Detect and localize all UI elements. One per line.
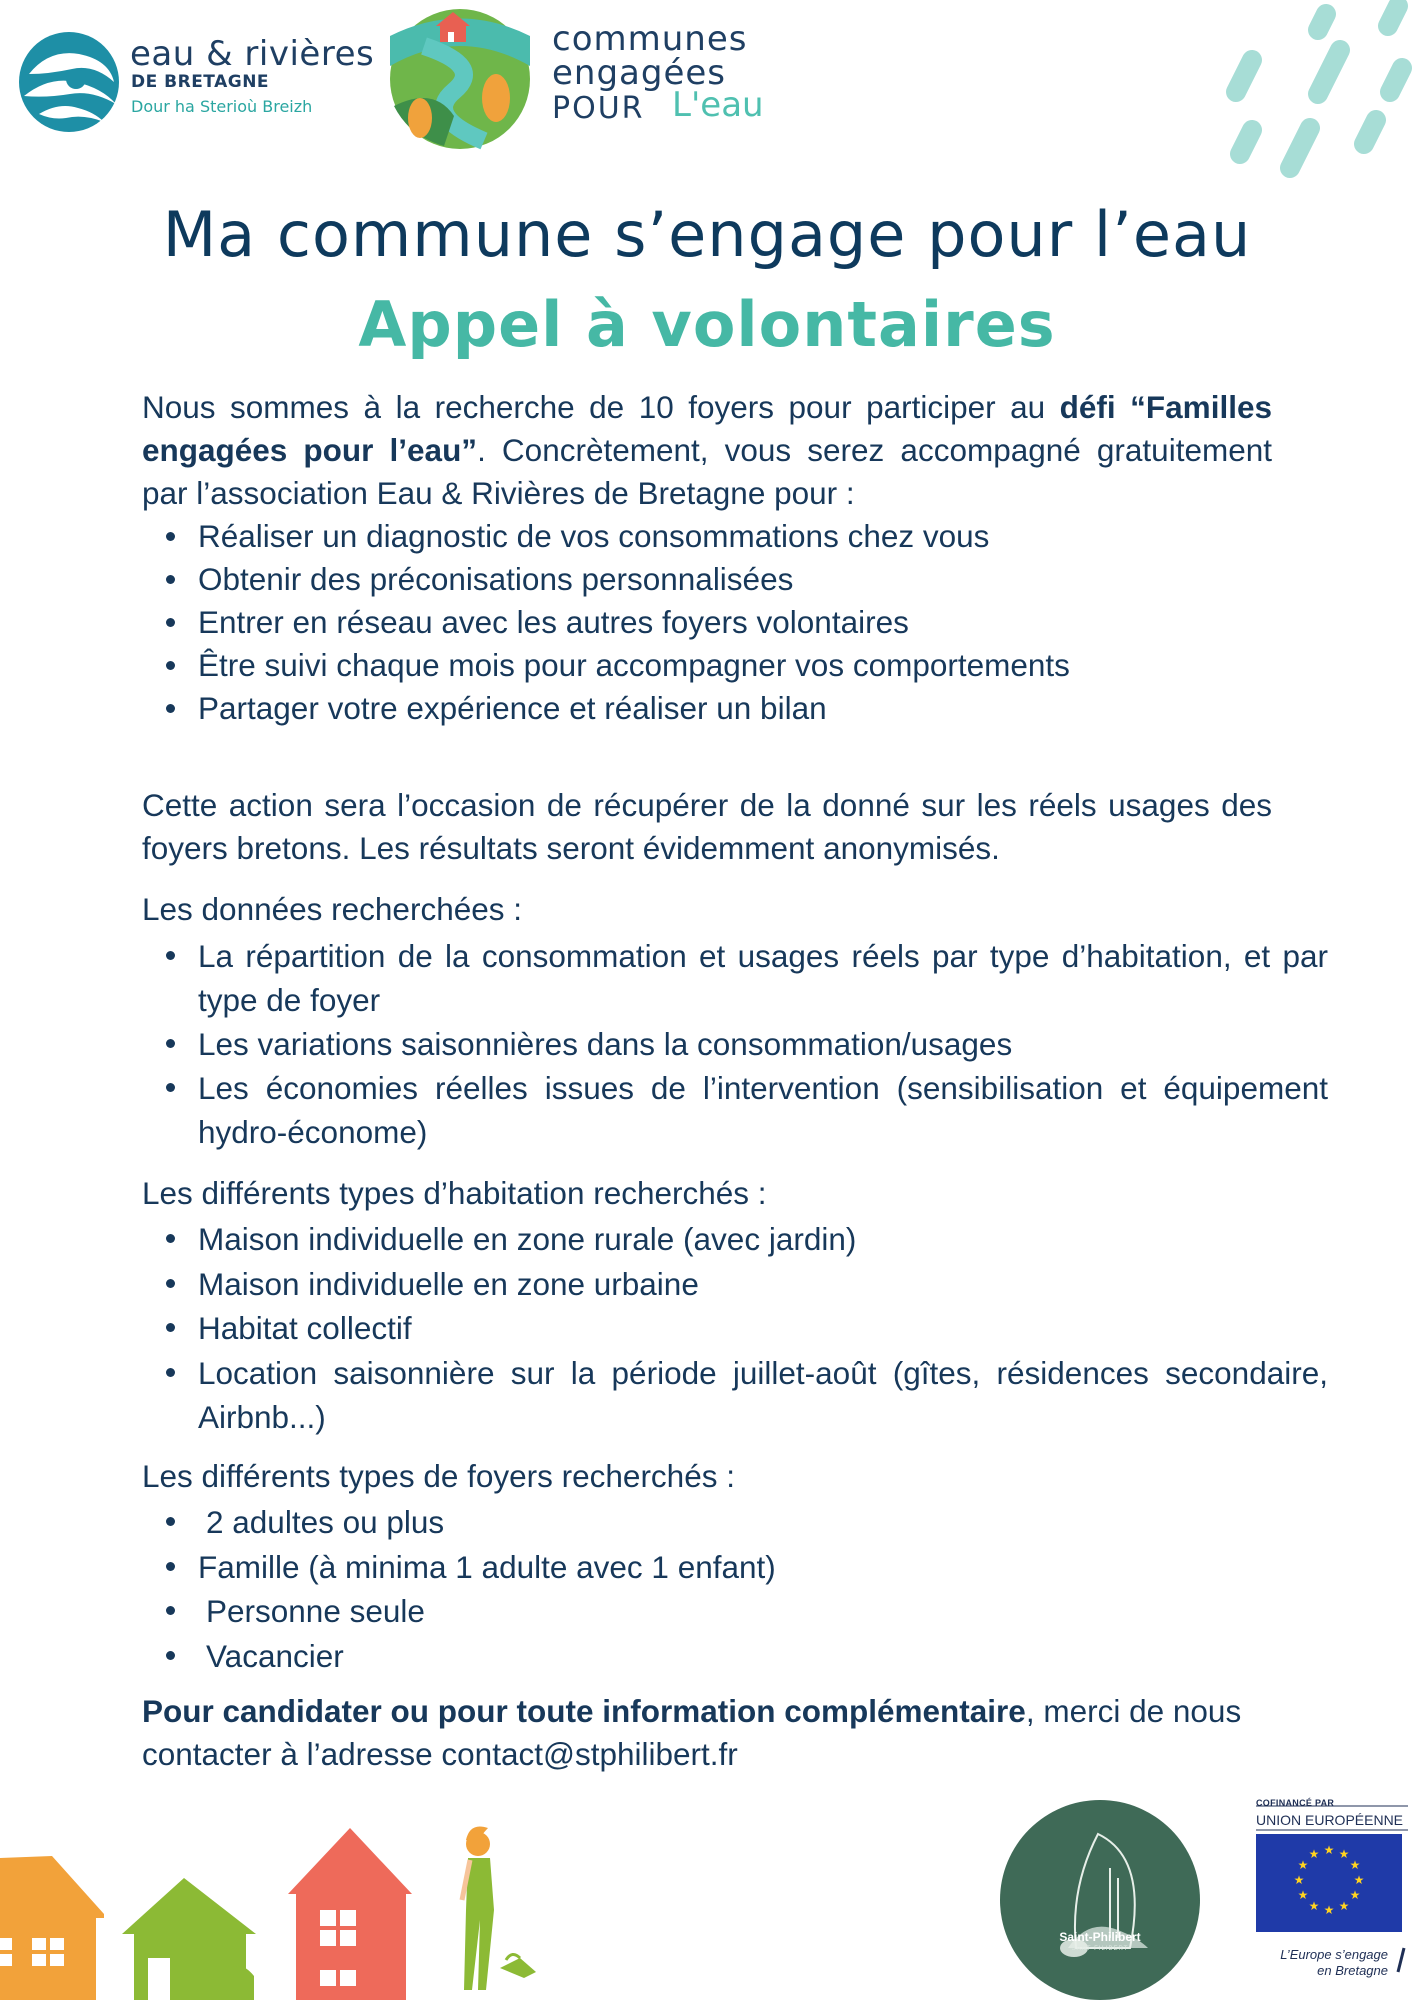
houses-illustration-icon <box>0 1800 560 2000</box>
list-item-label: 2 adultes ou plus <box>206 1504 445 1540</box>
list-item: Les variations saisonnières dans la consommation/usages <box>198 1022 1328 1066</box>
intro-bold: défi “Familles engagées pour l’eau” <box>142 389 1272 468</box>
data-list <box>142 934 1328 1154</box>
list-item: Maison individuelle en zone rurale (avec jardin) <box>198 1217 1328 1262</box>
page-title: Ma commune s’engage pour l’eau <box>162 198 1252 271</box>
erb-logo-line2: DE BRETAGNE <box>131 72 270 92</box>
eu-slogan-line2: en Bretagne <box>1317 1963 1388 1978</box>
list-item: Famille (à minima 1 adulte avec 1 enfant) <box>198 1545 1328 1590</box>
action-paragraph: Cette action sera l’occasion de récupérer de la donné sur les réels usages des foyers bretons. Les résultats seront évidemment anonymisés. <box>142 787 1272 866</box>
svg-text:★: ★ <box>1349 1888 1361 1902</box>
cpe-logo-line1: communes <box>552 19 748 59</box>
page-subtitle: Appel à volontaires <box>358 288 1056 361</box>
list-item: Réaliser un diagnostic de vos consommations chez vous <box>198 515 1328 558</box>
eu-cofinance-label: COFINANCÉ PAR <box>1256 1798 1335 1808</box>
cpe-logo-line3: POUR <box>552 91 645 126</box>
svg-text:★: ★ <box>1323 1843 1335 1857</box>
list-item: Maison individuelle en zone urbaine <box>198 1262 1328 1307</box>
list-item: Les économies réelles issues de l’intervention (sensibilisation et équipement hydro-économe) <box>198 1066 1328 1154</box>
list-item-label: Vacancier <box>206 1637 344 1674</box>
list-item: La répartition de la consommation et usages réels par type d’habitation, et par type de foyer <box>198 934 1328 1022</box>
data-heading: Les données recherchées : <box>142 891 522 927</box>
list-item: Obtenir des préconisations personnalisées <box>198 558 1328 601</box>
rain-drops-icon <box>1144 0 1414 190</box>
contact-paragraph <box>142 1690 1272 1776</box>
cpe-logo-line2: engagées <box>552 53 727 93</box>
list-item <box>198 1589 1328 1634</box>
communes-engagees-logo-icon <box>384 6 536 152</box>
intro-paragraph <box>142 386 1272 515</box>
svg-text:★: ★ <box>1293 1873 1305 1887</box>
intro-part1: Nous sommes à la recherche de 10 foyers pour participer au <box>142 389 1060 425</box>
saint-philibert-subtitle: SANT FILIBERT <box>1071 1946 1129 1952</box>
list-item: Habitat collectif <box>198 1306 1328 1351</box>
foyers-heading: Les différents types de foyers recherchés : <box>142 1458 735 1494</box>
svg-text:★: ★ <box>1308 1847 1320 1861</box>
svg-text:★: ★ <box>1349 1858 1361 1872</box>
list-item: Partager votre expérience et réaliser un bilan <box>198 687 1328 730</box>
svg-text:★: ★ <box>1338 1847 1350 1861</box>
erb-logo-line3: Dour ha Sterioù Breizh <box>131 97 313 116</box>
saint-philibert-logo-icon <box>998 1798 1202 2002</box>
saint-philibert-name: Saint-Philibert <box>1059 1930 1141 1944</box>
svg-text:★: ★ <box>1308 1899 1320 1913</box>
list-item: Être suivi chaque mois pour accompagner vos comportements <box>198 644 1328 687</box>
svg-text:★: ★ <box>1353 1873 1365 1887</box>
eu-name-label: UNION EUROPÉENNE <box>1256 1812 1404 1828</box>
contact-text[interactable]: , merci de nous contacter à l’adresse contact@stphilibert.fr <box>142 1693 1242 1772</box>
erb-logo-line1: eau & rivières <box>130 34 375 74</box>
svg-text:★: ★ <box>1323 1903 1335 1917</box>
intro-part2: . Concrètement, vous serez accompagné gratuitement par l’association Eau & Rivières de Bretagne pour : <box>142 432 1272 511</box>
contact-bold: Pour candidater ou pour toute information complémentaire <box>142 1693 1026 1729</box>
habitation-list <box>142 1217 1328 1440</box>
foyers-list <box>142 1500 1328 1678</box>
svg-text:★: ★ <box>1297 1888 1309 1902</box>
cpe-logo-line4: L'eau <box>672 85 764 125</box>
list-item: Entrer en réseau avec les autres foyers volontaires <box>198 601 1328 644</box>
svg-text:★: ★ <box>1297 1858 1309 1872</box>
svg-text:★: ★ <box>1338 1899 1350 1913</box>
habitation-heading: Les différents types d’habitation recherchés : <box>142 1175 767 1211</box>
list-item: Location saisonnière sur la période juillet-août (gîtes, résidences secondaire, Airbnb...) <box>198 1351 1328 1440</box>
eu-slogan-line1: L’Europe s’engage <box>1280 1947 1388 1962</box>
list-item <box>198 1500 1328 1545</box>
list-item-label: Personne seule <box>206 1593 425 1629</box>
intro-list <box>142 515 1328 730</box>
list-item <box>198 1634 1328 1679</box>
